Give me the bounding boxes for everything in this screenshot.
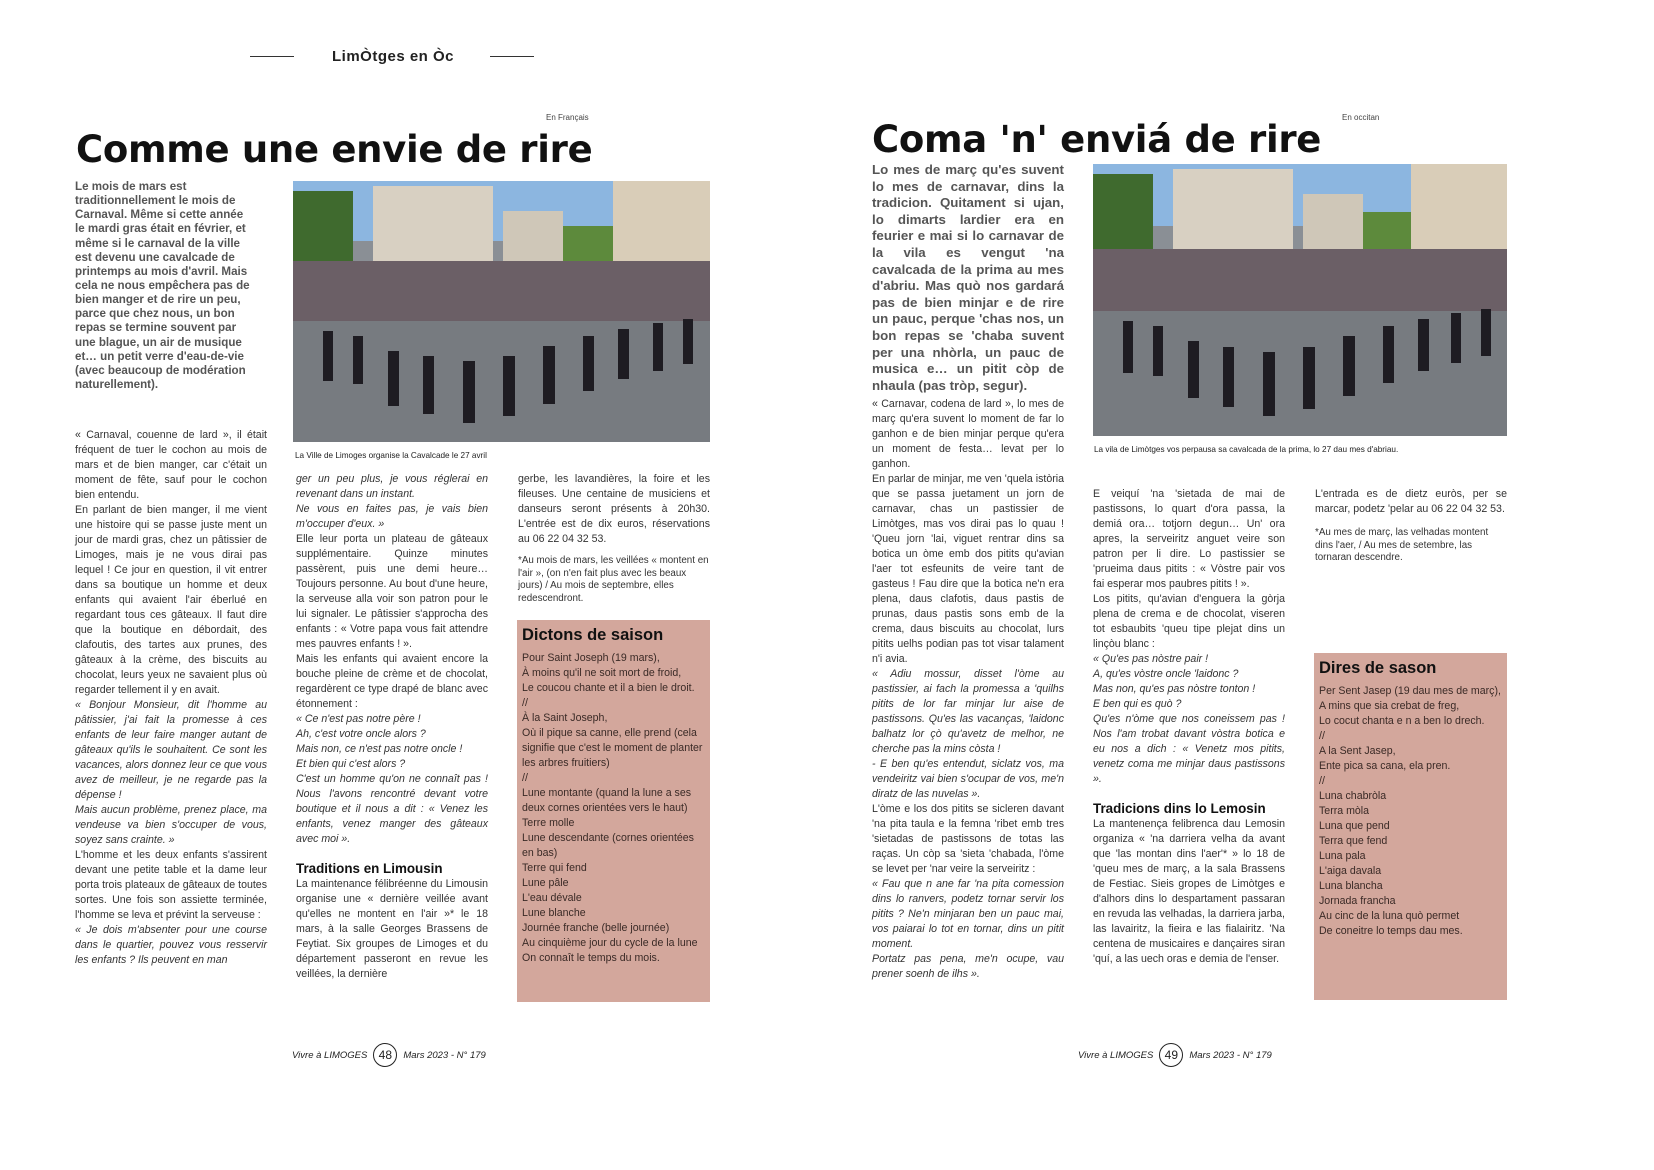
paragraph: « Fau que n ane far 'na pita comession dins lo ranvers, podetz tornar servir los pitits ? Ne'n minjaran ben un pauc mai, vos paiarai lo tot en tornar, dins un pitit moment. (872, 878, 1064, 950)
body-column-1-fr (75, 428, 267, 968)
issue-info: Mars 2023 - N° 179 (1189, 1049, 1272, 1061)
paragraph: En parlant de bien manger, il me vient une histoire qui se passe juste ment un jour de mardi gras, chez un pâtissier de Limoges, mais je ne vous dirai pas lequel ! Ce jour en question, il vit entrer dans sa boutique un homme et deux enfants qui avaient l'air éberlué en regardant tous ces gâteaux. Il faut dire que la boutique en débordait, des clafoutis, des tartes aux prunes, des gâteaux à la crème, des biscuits au chocolat, leurs yeux ne savaient plus où regarder tellement il y en avait. (75, 504, 267, 696)
lead-paragraph-oc: Lo mes de març qu'es suvent lo mes de carnavar, dins la tradicion. Quitament si ujan, lo dimarts lardier era en feurier e mai si lo carnavar de la vila es vengut 'na cavalcada de la prima au mes d'abriu. Mas quò nos gardará pas de bien minjar e de rire un pauc, perque 'chas nos, un bon repas se 'chaba suvent per una nhòrla, un pauc de musica e… un pitit còp de nhaula (pas tròp, segur). (872, 162, 1064, 393)
paragraph: L'homme et les deux enfants s'assirent devant une petite table et la dame leur porta trois plateaux de gâteaux de toutes sortes. Une fois son assiette terminée, l'homme se leva et prévint la serveuse : (75, 849, 267, 921)
lead-paragraph-fr: Le mois de mars est traditionnellement le mois de Carnaval. Même si cette année le mardi gras était en février, et même si le carnaval de la ville est devenu une cavalcade de printemps au mois d'avril. Mais cela ne nous empêchera pas de bien manger et de rire un peu, parce que chez nous, un bon repas se termine souvent par une blague, un air de musique et… un petit verre d'eau-de-vie (avec beaucoup de modération naturellement). (75, 180, 250, 391)
page-number: 49 (1159, 1043, 1183, 1067)
box-line: Luna pala (1319, 850, 1366, 862)
box-line: De coneitre lo temps dau mes. (1319, 925, 1463, 937)
paragraph: « Ce n'est pas notre père ! (296, 713, 421, 725)
box-line: // (1319, 775, 1325, 787)
page-number: 48 (373, 1043, 397, 1067)
photo-caption-fr: La Ville de Limoges organise la Cavalcade le 27 avril (295, 451, 487, 460)
subheading-tradicions: Tradicions dins lo Lemosin (1093, 801, 1266, 816)
box-line: L'aiga davala (1319, 865, 1382, 877)
footnote: *Au mois de mars, les veillées « montent en l'air », (on n'en fait plus avec les beaux jours) / Au mois de septembre, elles redescendront. (518, 555, 709, 604)
paragraph: La mantenença felibrenca dau Lemosin organiza « 'na darriera velha da avant que 'las montan dins l'aer'* » lo 18 de 'queu mes de març, a la sala Brassens de Festiac. Sieis gropes de Limòtges e d'alhors dins lo despartament passaran en revuda las velhadas, la darriera jarba, las lavairitz, la fieira e las fialairitz. 'Na centena de musicaires e dançaires siran 'quí, a las uech oras e demia de l'enser. (1093, 818, 1285, 965)
paragraph: Mais non, ce n'est pas notre oncle ! (296, 743, 463, 755)
box-line: Au cinquième jour du cycle de la lune (522, 937, 698, 949)
box-text (1319, 684, 1502, 939)
box-line: À la Saint Joseph, (522, 712, 608, 724)
box-line: Luna que pend (1319, 820, 1390, 832)
box-line: Terre molle (522, 817, 575, 829)
box-line: Pour Saint Joseph (19 mars), (522, 652, 660, 664)
section-label: LimÒtges en Òc (332, 48, 455, 65)
parade-photo-fr (293, 181, 710, 442)
paragraph: Portatz pas pena, me'n ocupe, vau prener soenh de ilhs ». (872, 953, 1064, 980)
box-line: A la Sent Jasep, (1319, 745, 1396, 757)
paragraph: En parlar de minjar, me ven 'quela istòria que se passa juetament un jorn de carnavar, chas un pastissier de Limòtges, mas vos dirai pas lo quau ! 'Queu jorn 'lai, viguet rentrar dins sa botica un òme emb dos pitits qu'avian l'aer tot esfeunits de veire tant de gasteus ! Fau dire que la botica ne'n era plena, daus clafotis, daus pastis de prunas, daus pastis sons emb de la crema, daus biscuits au chocolat, lurs pitits uelhs podian pas tot visar talament n'i avia. (872, 473, 1064, 665)
body-column-2-oc (1093, 487, 1285, 967)
box-line: Où il pique sa canne, elle prend (cela signifie que c'est le moment de planter les arbres fruitiers) (522, 727, 703, 769)
magazine-name: Vivre à LIMOGES (292, 1049, 368, 1061)
box-line: Terra que fend (1319, 835, 1388, 847)
box-line: Luna blancha (1319, 880, 1383, 892)
box-title: Dires de sason (1319, 659, 1437, 677)
box-line: // (522, 697, 528, 709)
footer-right (1078, 1043, 1272, 1067)
box-line: Lune montante (quand la lune a ses deux cornes orientées vers le haut) (522, 787, 692, 814)
box-line: Lune pâle (522, 877, 569, 889)
paragraph: L'òme e los dos pitits se sicleren davant 'na pita taula e la femna 'ribet emb tres 'sietadas de pastissons de totas las raças. Un còp sa 'sieta 'chabada, l'òme se levet per 'nar veire la serveiritz : (872, 803, 1064, 875)
box-line: Lune blanche (522, 907, 586, 919)
paragraph: Ah, c'est votre oncle alors ? (296, 728, 426, 740)
photo-caption-oc: La vila de Limòtges vos perpausa sa cavalcada de la prima, lo 27 dau mes d'abriau. (1094, 445, 1399, 454)
paragraph: Mais les enfants qui avaient encore la bouche pleine de crème et de chocolat, regardèrent ce type drapé de blanc avec étonnement : (296, 653, 488, 710)
box-line: Journée franche (belle journée) (522, 922, 670, 934)
footer-left (292, 1043, 486, 1067)
paragraph: « Carnaval, couenne de lard », il était fréquent de tuer le cochon au mois de mars et de bien manger, car c'était un moment de fête, sauf pour le cochon bien entendu. (75, 429, 267, 501)
box-line: Lune descendante (cornes orientées en bas) (522, 832, 694, 859)
paragraph: E ben qui es quò ? (1093, 698, 1182, 710)
paragraph: L'entrada es de dietz euròs, per se marcar, podetz 'pelar au 06 22 04 32 53. (1315, 488, 1507, 515)
paragraph: « Qu'es pas nòstre pair ! (1093, 653, 1209, 665)
box-title: Dictons de saison (522, 626, 664, 644)
paragraph: La maintenance félibréenne du Limousin organise une « dernière veillée avant qu'elles ne montent en l'air »* le 18 mars, à la salle Georges Brassens de Feytiat. Six groupes de Limoges et du département passeront en revue les veillées, la dernière (296, 878, 488, 980)
sidebar-box-oc (1314, 653, 1507, 1000)
box-line: Ente pica sa cana, ela pren. (1319, 760, 1451, 772)
body-column-3-oc (1315, 487, 1507, 565)
paragraph: ger un peu plus, je vous réglerai en revenant dans un instant. (296, 473, 488, 500)
box-line: Luna chabròla (1319, 790, 1387, 802)
page-title-fr: Comme une envie de rire (76, 128, 593, 171)
box-line: Le coucou chante et il a bien le droit. (522, 682, 695, 694)
box-line: // (1319, 730, 1325, 742)
sidebar-box-fr (517, 620, 710, 1002)
box-line: Lo cocut chanta e n a ben lo drech. (1319, 715, 1485, 727)
box-line: // (522, 772, 528, 784)
paragraph: - E ben qu'es entendut, siclatz vos, ma vendeiritz vai bien s'ocupar de vos, me'n diratz de las nuvelas ». (872, 758, 1064, 800)
box-line: À moins qu'il ne soit mort de froid, (522, 667, 682, 679)
box-line: Terra mòla (1319, 805, 1370, 817)
paragraph: gerbe, les lavandières, la foire et les fileuses. Une centaine de musiciens et danseurs seront présents à 20h30. L'entrée est de dix euros, réservations au 06 22 04 32 53. (518, 473, 710, 545)
box-line: A mins que sia crebat de freg, (1319, 700, 1460, 712)
body-column-1-oc (872, 397, 1064, 982)
box-line: Au cinc de la luna quò permet (1319, 910, 1460, 922)
paragraph: « Bonjour Monsieur, dit l'homme au pâtissier, j'ai fait la promesse à ces enfants de leur faire manger autant de gâteaux qu'ils le souhaitent. Ce sont les vacances, alors donnez leur ce que vous avez de meilleur, je ne regarde pas la dépense ! (75, 699, 267, 801)
paragraph: « Je dois m'absenter pour une course dans le quartier, pouvez vous resservir les enfants ? Ils peuvent en man (75, 924, 267, 966)
paragraph: Qu'es n'òme que nos coneissem pas ! Nos l'am trobat davant vòstra botica e eu nos a dich : « Venetz mos pitits, venetz coma me minjar daus pastissons ». (1093, 713, 1285, 785)
magazine-name: Vivre à LIMOGES (1078, 1049, 1154, 1061)
box-line: Per Sent Jasep (19 dau mes de març), (1319, 685, 1501, 697)
header-rule-left (250, 56, 294, 57)
header-rule-right (490, 56, 534, 57)
paragraph: Ne vous en faites pas, je vais bien m'occuper d'eux. » (296, 503, 488, 530)
page-title-oc: Coma 'n' enviá de rire (872, 118, 1322, 161)
subheading-traditions: Traditions en Limousin (296, 861, 443, 876)
paragraph: « Adiu mossur, disset l'òme au pastissier, ai fach la promessa a 'quilhs pitits de lor far minjar lur aise de pastissons. Qu'es las vacanças, 'laidonc balhatz lor çò qu'avetz de melhor, ne cherche pas la mins còsta ! (872, 668, 1064, 755)
footnote: *Au mes de març, las velhadas montent dins l'aer, / Au mes de setembre, las tornaran descendre. (1315, 527, 1489, 563)
paragraph: A, qu'es vòstre oncle 'laidonc ? (1093, 668, 1239, 680)
lang-tag-oc: En occitan (1342, 113, 1380, 122)
box-line: Terre qui fend (522, 862, 587, 874)
paragraph: Et bien qui c'est alors ? (296, 758, 406, 770)
paragraph: Elle leur porta un plateau de gâteaux supplémentaire. Quinze minutes passèrent, puis une demi heure… Toujours personne. Au bout d'une heure, la serveuse alla voir son patron pour le lui signaler. Le pâtissier s'approcha des enfants : « Votre papa vous fait attendre mes pauvres enfants ! ». (296, 533, 488, 650)
paragraph: E veiquí 'na 'sietada de mai de pastissons, lo quart d'ora passa, la demiá ora… totjorn degun… Un' ora apres, la serveiritz anguet veire son patron per li dire. Lo pastissier se 'prueima daus pitits : « Vòstre pair vos fai esperar mos paubres pitits ! ». (1093, 488, 1285, 590)
box-line: Jornada francha (1319, 895, 1396, 907)
issue-info: Mars 2023 - N° 179 (403, 1049, 486, 1061)
lang-tag-fr: En Français (546, 113, 589, 122)
paragraph: Los pitits, qu'avian d'enguera la gòrja plena de crema e de chocolat, viseren tot esbaubits 'queu tipe plejat dins un linçòu blanc : (1093, 593, 1285, 650)
paragraph: « Carnavar, codena de lard », lo mes de març qu'era suvent lo moment de far lo ganhon e de bien minjar perque qu'era un moment de festa… levat per lo ganhon. (872, 398, 1064, 470)
box-line: On connaît le temps du mois. (522, 952, 660, 964)
box-line: L'eau dévale (522, 892, 582, 904)
paragraph: Mais aucun problème, prenez place, ma vendeuse va bien s'occuper de vous, soyez sans crainte. » (75, 804, 267, 846)
paragraph: C'est un homme qu'on ne connaît pas ! Nous l'avons rencontré devant votre boutique et il nous a dit : « Venez les enfants, venez manger des gâteaux avec moi ». (296, 773, 488, 845)
body-column-2-fr (296, 472, 488, 982)
box-text (522, 651, 705, 966)
paragraph: Mas non, qu'es pas nòstre tonton ! (1093, 683, 1256, 695)
body-column-3-fr (518, 472, 710, 605)
parade-photo-oc (1093, 164, 1507, 436)
